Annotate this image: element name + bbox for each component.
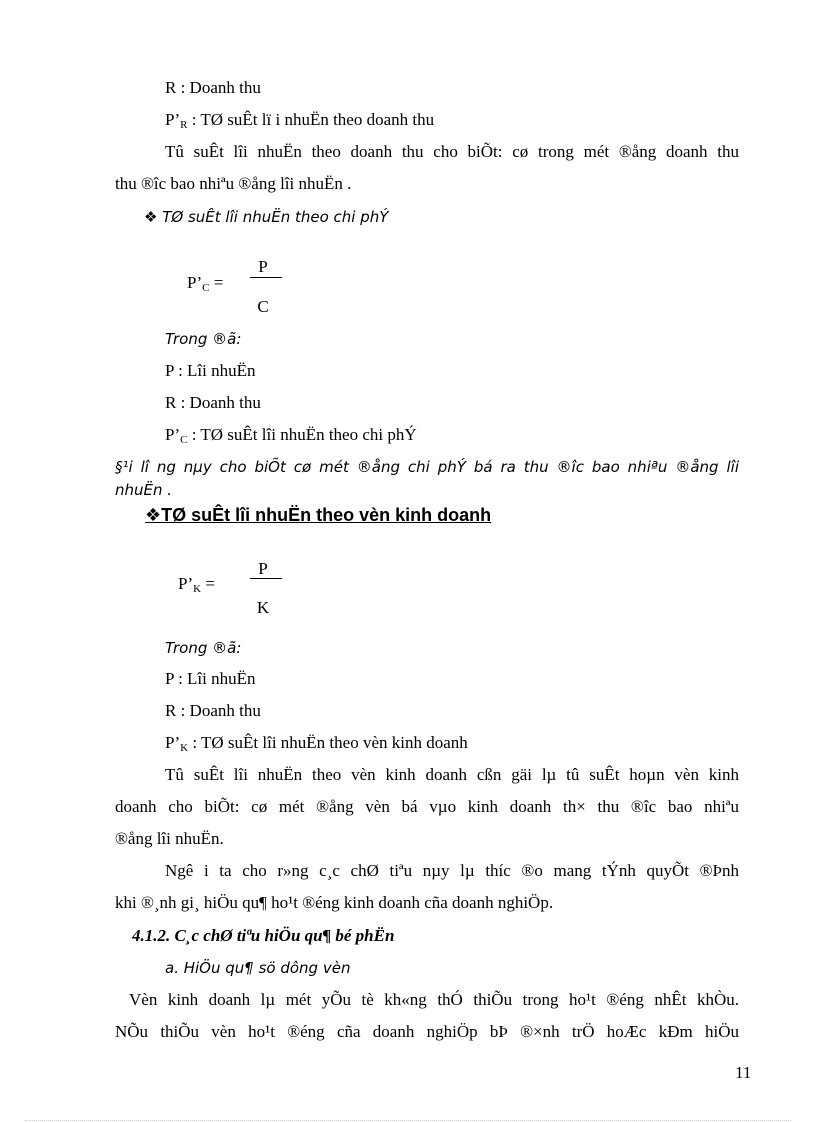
definition-p-2: P : Lîi nhuËn <box>165 669 256 688</box>
paragraph-revenue-2: thu ®îc bao nhiªu ®ång lîi nhuËn . <box>115 174 352 193</box>
formula-capital-denominator: K <box>256 598 270 617</box>
page-number: 11 <box>735 1063 752 1082</box>
definition-pc: $P’_C$ : TØ suÊt lîi nhuËn theo chi phÝ <box>165 425 417 446</box>
definition-r-2: R : Doanh thu <box>165 701 261 720</box>
paragraph-capital-3: ®ång lîi nhuËn. <box>115 829 224 848</box>
formula-capital-lhs: $P’_K$ = <box>178 574 215 595</box>
section-heading: 4.1.2. C¸c chØ tiªu hiÖu qu¶ bé phËn <box>132 926 395 945</box>
formula-cost-numerator: P <box>258 257 268 276</box>
paragraph-conclusion-1: Ngê i ta cho r»ng c¸c chØ tiªu nµy lµ thíc ®o mang tÝnh quyÕt ®Þnh <box>165 861 739 880</box>
formula-cost-denominator: C <box>257 297 269 316</box>
definition-r: R : Doanh thu <box>165 78 261 97</box>
definition-p-1: P : Lîi nhuËn <box>165 361 256 380</box>
paragraph-cost-2: nhuËn . <box>115 481 173 499</box>
definition-pk: $P’_K$ : TØ suÊt lîi nhuËn theo vèn kinh doanh <box>165 733 468 754</box>
definition-r-1: R : Doanh thu <box>165 393 261 412</box>
formula-capital-numerator: P <box>258 559 268 578</box>
where-label-1: Trong ®ã: <box>165 330 242 348</box>
paragraph-capital-1: Tû suÊt lîi nhuËn theo vèn kinh doanh cßn gäi lµ tû suÊt hoµn vèn kinh <box>165 765 739 784</box>
subsection-heading: a. HiÖu qu¶ sö dông vèn <box>165 959 351 977</box>
paragraph-capital-use-1: Vèn kinh doanh lµ mét yÕu tè kh«ng thÓ thiÕu trong ho¹t ®éng nhÊt khÒu. <box>129 990 739 1009</box>
heading-cost-ratio: ❖ TØ suÊt lîi nhuËn theo chi phÝ <box>144 208 389 226</box>
formula-capital-bar <box>250 578 282 579</box>
paragraph-capital-use-2: NÕu thiÕu vèn ho¹t ®éng cña doanh nghiÖp bÞ ®×nh trÖ hoÆc kÐm hiÖu <box>115 1022 739 1041</box>
where-label-2: Trong ®ã: <box>165 639 242 657</box>
diamond-bullet-icon: ❖ <box>145 505 162 526</box>
paragraph-revenue-1: Tû suÊt lîi nhuËn theo doanh thu cho biÕt: cø trong mét ®ång doanh thu <box>165 142 739 161</box>
heading-capital-ratio: ❖TØ suÊt lîi nhuËn theo vèn kinh doanh <box>145 505 492 526</box>
paragraph-conclusion-2: khi ®¸nh gi¸ hiÖu qu¶ ho¹t ®éng kinh doanh cña doanh nghiÖp. <box>115 893 554 912</box>
formula-cost-bar <box>250 277 282 278</box>
paragraph-capital-2: doanh cho biÕt: cø mét ®ång vèn bá vµo kinh doanh th× thu ®îc bao nhiªu <box>115 797 739 816</box>
definition-pr: $P’_R$ : TØ suÊt lï i nhuËn theo doanh thu <box>165 110 435 131</box>
paragraph-cost-1: §¹i lî ng nµy cho biÕt cø mét ®ång chi phÝ bá ra thu ®îc bao nhiªu ®ång lîi <box>115 458 739 476</box>
diamond-bullet-icon: ❖ <box>144 208 158 226</box>
formula-cost-lhs: $P’_C$ = <box>187 273 224 294</box>
footer-dotted-line <box>25 1120 791 1121</box>
